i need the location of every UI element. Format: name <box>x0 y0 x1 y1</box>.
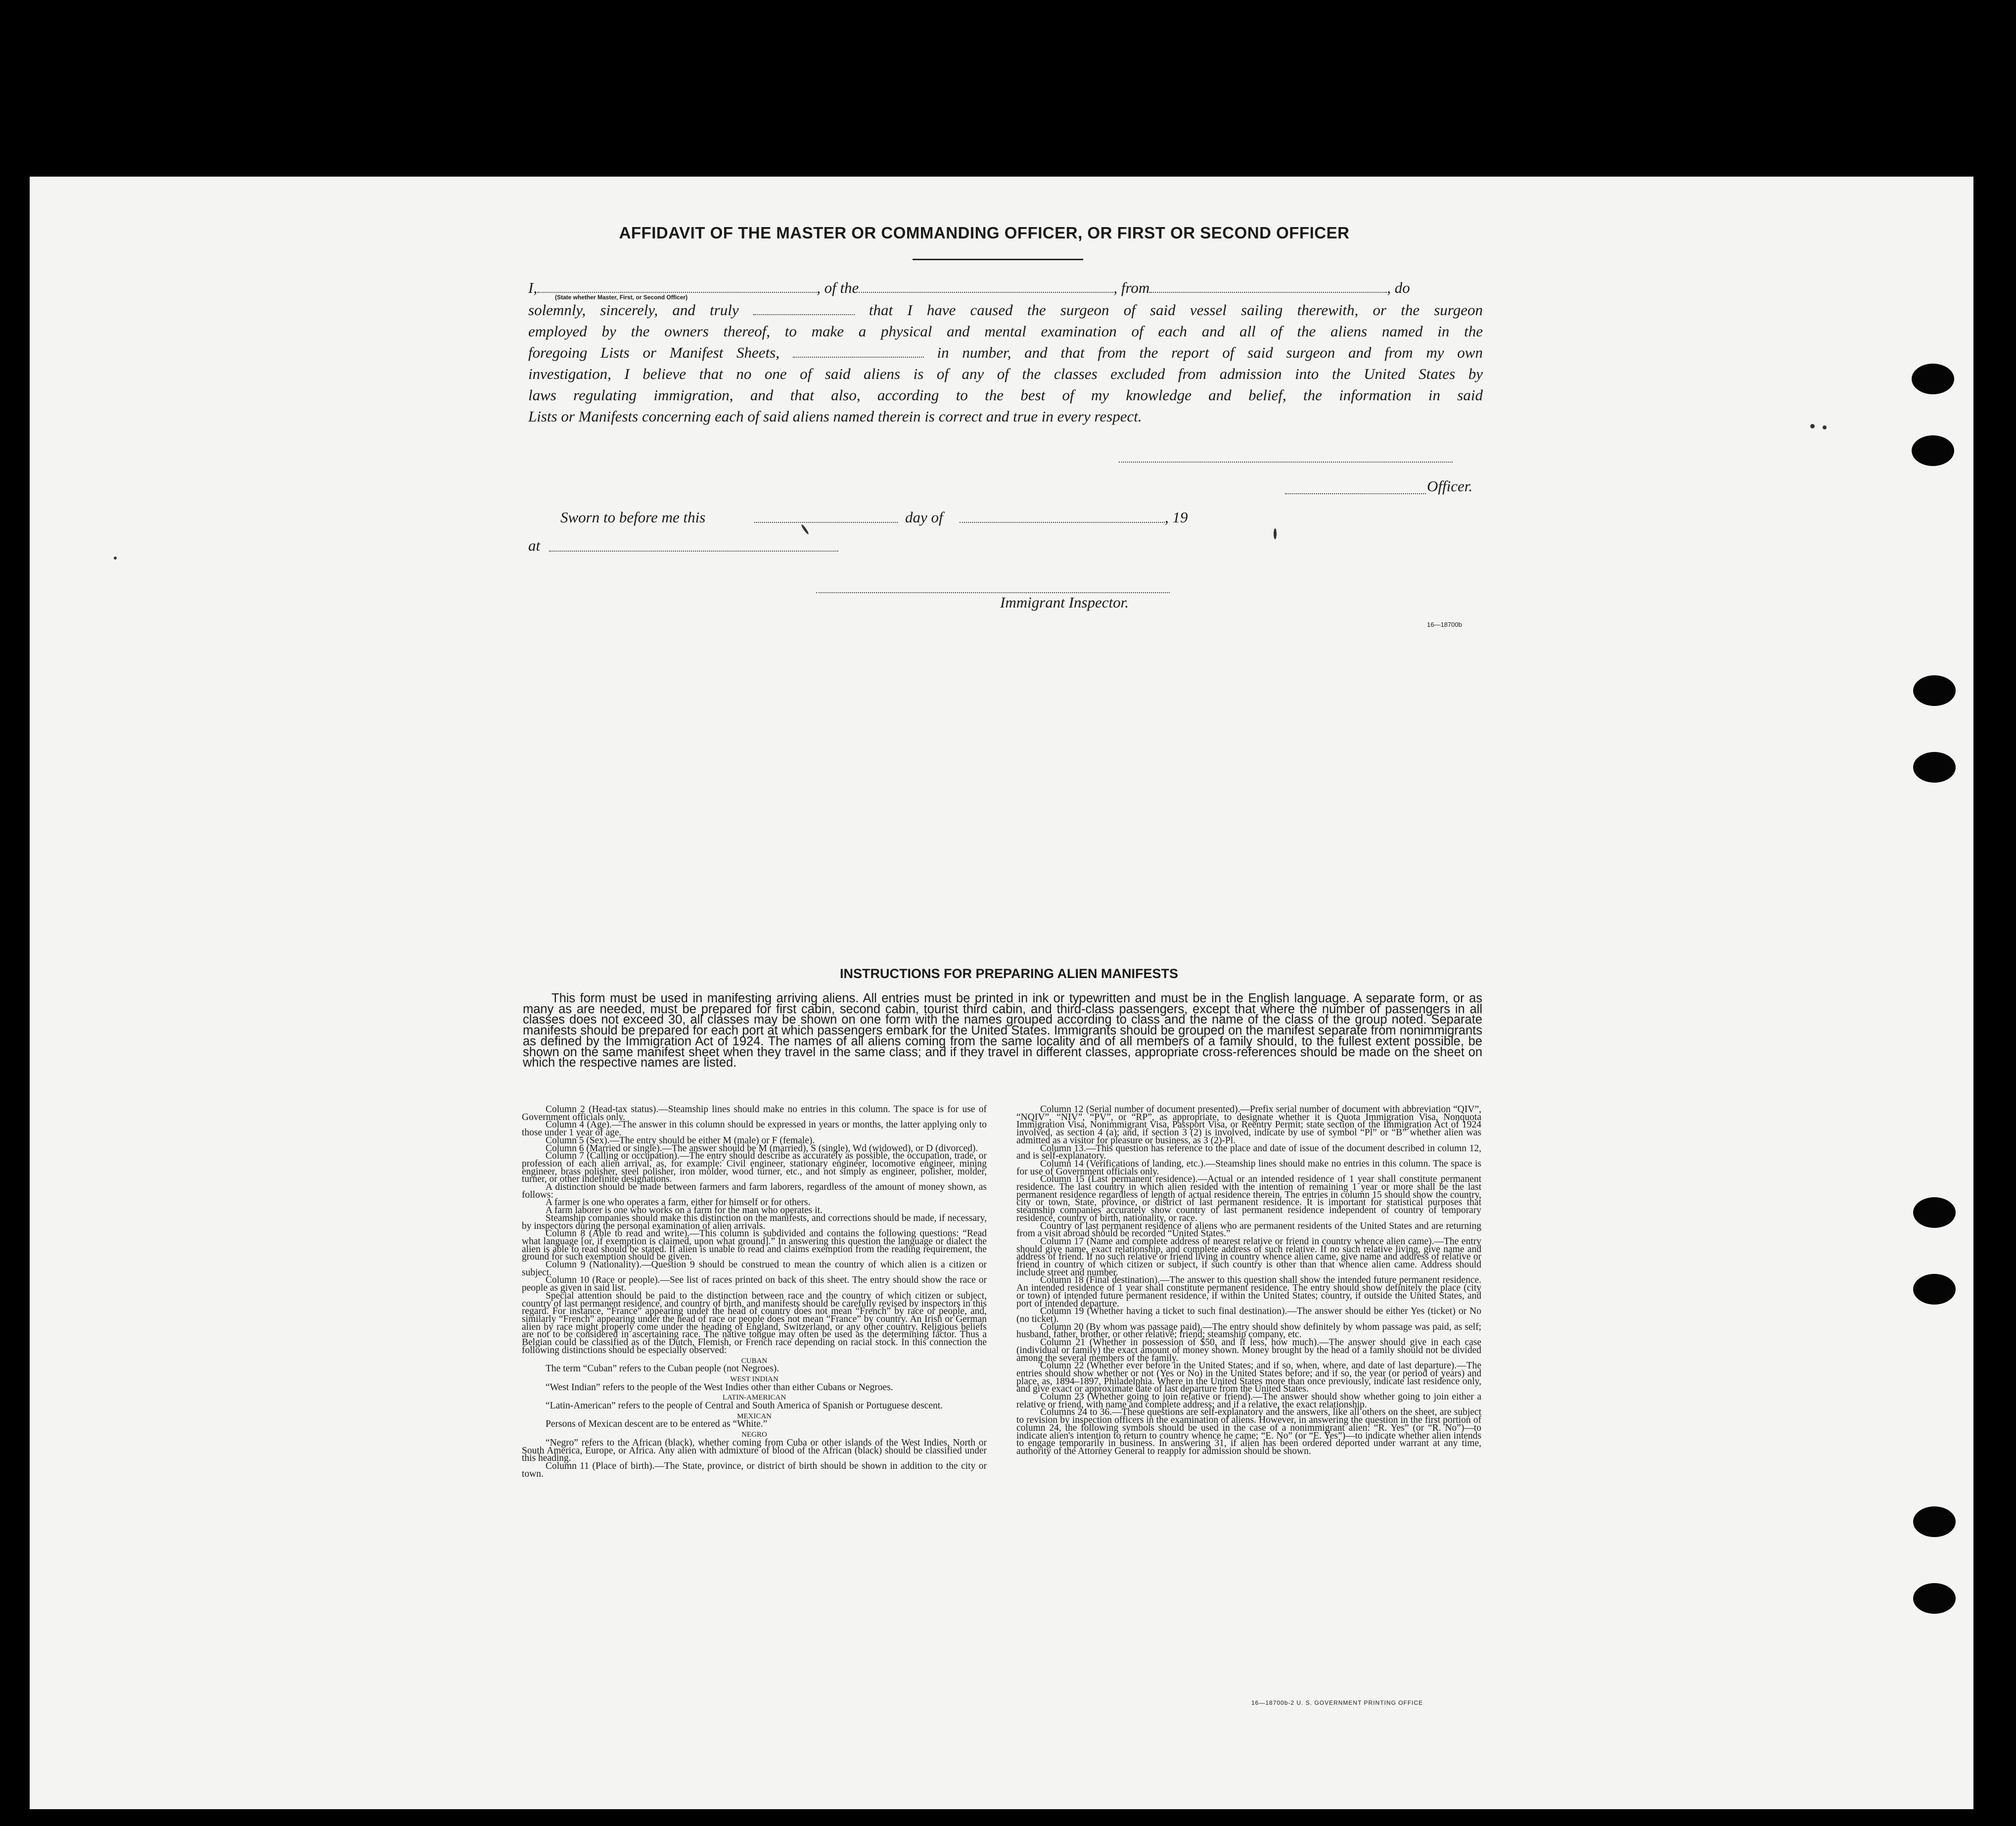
instruction-paragraph: The term “Cuban” refers to the Cuban people (not Negroes). <box>546 1363 779 1374</box>
instruction-paragraph: A distinction should be made between farmers and farm laborers, regardless of the amount of money shown, as follows: <box>522 1182 987 1200</box>
instruction-paragraph: Column 6 (Married or single).—The answer should be M (married), S (single), Wd (widowed), or D (divorced). <box>546 1143 978 1154</box>
instruction-paragraph: Column 8 (Able to read and write).—This column is subdivided and contains the following questions: “Read what language [or, if exemption is claimed, upon what ground].” In answering this question the language or dialect the alien is able to read should be stated. If alien is unable to read and claims exemption from the reading requirement, the ground for such exemption should be given. <box>522 1228 987 1263</box>
instruction-paragraph: A farmer is one who operates a farm, either for himself or for others. <box>546 1197 811 1208</box>
race-heading: CUBAN <box>741 1357 768 1365</box>
day-of-label: day of <box>905 509 943 526</box>
punch-hole <box>1913 1506 1956 1537</box>
instruction-paragraph: A farm laborer is one who works on a farm for the man who operates it. <box>546 1205 823 1216</box>
instruction-paragraph: Column 7 (Calling or occupation).—The entry should describe as accurately as possible, the occupation, trade, or profession of each alien arrival, as, for example: Civil engineer, stationary engineer, locomotive engineer, mining engineer, brass polisher, steel polisher, iron molder, wood turner, etc., and not simply as engineer, polisher, molder, turner, or other indefinite designations. <box>522 1151 987 1185</box>
affidavit-title: AFFIDAVIT OF THE MASTER OR COMMANDING OFFICER, OR FIRST OR SECOND OFFICER <box>619 224 1350 242</box>
instruction-paragraph: Column 18 (Final destination).—The answer to this question shall show the intended future permanent residence. An intended residence of 1 year shall constitute permanent residence. The entry should show definitely the place (city or town) of intended future permanent residence, if within the United States; country, if outside the United States, and port of intended departure. <box>1016 1275 1481 1309</box>
port-from-blank[interactable] <box>1149 279 1387 293</box>
punch-hole <box>1913 1274 1956 1305</box>
at-label: at <box>528 537 541 554</box>
speck <box>114 557 117 560</box>
year-label: , 19 <box>1165 509 1188 526</box>
instruction-paragraph: Special attention should be paid to the distinction between race and the country of which citizen or subject, country of last permanent residence, and country of birth, and manifests should be carefully revised by inspectors in this regard. For instance, “France” appearing under the head of country does not mean “French” by race or people, and, similarly “French” appearing under the head of race or people does not mean “France” by country. An Irish or German alien by race might properly come under the heading of England, Switzerland, or any other country. Religious beliefs are not to be considered in ascertaining race. The native tongue may often be used as the determining factor. Thus a Belgian could be classified as of the Dutch, Flemish, or French race depending on racial stock. In this connection the following distinctions should be especially observed: <box>522 1290 987 1356</box>
affidavit-text: solemnly, sincerely, and truly <box>528 301 739 319</box>
affidavit-text: in number, and that from the report of said surgeon and from my own <box>937 344 1483 361</box>
sworn-month-blank[interactable] <box>960 522 1165 523</box>
affidavit-line-4 <box>528 343 1483 363</box>
instructions-intro: This form must be used in manifesting arriving aliens. All entries must be printed in ink or typewritten and must be in the English language. A separate form, or as many as are needed, must be prepared for first cabin, second cabin, tourist third cabin, and third-class passengers, except that where the number of passengers in all classes does not exceed 30, all classes may be shown on one form with the names grouped according to class and the name of the class of the group noted. Separate manifests should be prepared for each port at which passengers embark for the United States. Immigrants should be grouped on the manifest separate from nonimmigrants as defined by the Immigration Act of 1924. The names of all aliens coming from the same locality and of all members of a family should, to the fullest extent possible, be shown on the same manifest sheet when they travel in the same class; and if they travel in different classes, appropriate cross-references should be made on the sheet on which the respective names are listed. <box>523 991 1482 1070</box>
instruction-paragraph: Column 9 (Nationality).—Question 9 should be construed to mean the country of which alien is a citizen or subject. <box>522 1260 987 1278</box>
sheet-count-blank[interactable] <box>793 344 924 358</box>
footer-imprint: 16—18700b-2 U. S. GOVERNMENT PRINTING OFFICE <box>1251 1699 1423 1706</box>
instruction-paragraph: Column 5 (Sex).—The entry should be either M (male) or F (female). <box>546 1135 815 1146</box>
punch-hole <box>1913 752 1956 783</box>
instruction-paragraph: Column 4 (Age).—The answer in this column should be expressed in years or months, the latter applying only to those under 1 year of age. <box>522 1120 987 1138</box>
instruction-paragraph: Persons of Mexican descent are to be entered as “White.” <box>546 1419 768 1430</box>
instruction-paragraph: Column 15 (Last permanent residence).—Actual or an intended residence of 1 year shall constitute permanent residence. The last country in which alien resided with the intention of remaining 1 year or more shall be the last permanent residence regardless of length of actual residence therein. The entries in column 15 should show the country, city or town, State, province, or district of last permanent residence. It is important for statistical purposes that steamship companies accurately show country of last permanent residence independent of country of temporary residence, country of birth, nationality, or race. <box>1016 1174 1481 1223</box>
affidavit-line-7: Lists or Manifests concerning each of said aliens named therein is correct and true in every respect. <box>528 408 1142 425</box>
instruction-paragraph: “Negro” refers to the African (black), whether coming from Cuba or other islands of the West Indies, North or South America, Europe, or Africa. Any alien with admixture of blood of the African (black) should be classified under this heading. <box>522 1437 987 1464</box>
instruction-paragraph: “Latin-American” refers to the people of Central and South America of Spanish or Portuguese descent. <box>546 1401 943 1411</box>
instruction-paragraph: Column 19 (Whether having a ticket to such final destination).—The answer should be either Yes (ticket) or No (no ticket). <box>1016 1306 1481 1324</box>
instruction-paragraph: Column 20 (By whom was passage paid).—The entry should show definitely by whom passage was paid, as self; husband, father, brother, or other relative; friend; steamship company, etc. <box>1016 1321 1481 1340</box>
speck <box>1810 424 1815 428</box>
place-blank[interactable] <box>549 551 838 552</box>
punch-hole <box>1912 435 1954 466</box>
officer-signature-line-2[interactable] <box>1285 493 1426 494</box>
punch-hole <box>1913 675 1956 706</box>
affidavit-line-3: employed by the owners thereof, to make a physical and mental examination of each and all of the aliens named in the <box>528 323 1483 340</box>
affidavit-text: that I have caused the surgeon of said vessel sailing therewith, or the surgeon <box>869 301 1483 319</box>
oath-blank[interactable] <box>753 301 855 315</box>
instruction-paragraph: Column 17 (Name and complete address of nearest relative or friend in country whence alien came).—The entry should give name, exact relationship, and complete address of such relative. If no such relative living, give name and address of friend. If no such relative or friend living in country whence alien came, give name and address of relative or friend in country of which citizen or subject, if such country is other than that whence alien came. Address should include street and number. <box>1016 1236 1481 1278</box>
state-note: (State whether Master, First, or Second Officer) <box>555 294 688 301</box>
speck <box>1823 425 1827 429</box>
affidavit-text: , of the <box>817 279 859 296</box>
inspector-label: Immigrant Inspector. <box>1000 594 1129 611</box>
speck <box>1274 528 1277 539</box>
affidavit-line-5: investigation, I believe that no one of said aliens is of any of the classes excluded from admission into the United States by <box>528 365 1483 382</box>
instruction-paragraph: Column 13.—This question has reference to the place and date of issue of the document described in column 12, and is self-explanatory. <box>1016 1143 1481 1162</box>
punch-hole <box>1913 1583 1956 1614</box>
affidavit-line-6: laws regulating immigration, and that also, according to the best of my knowledge and belief, the information in said <box>528 386 1483 404</box>
instruction-paragraph: “West Indian” refers to the people of the West Indies other than either Cubans or Negroes. <box>546 1382 893 1393</box>
instruction-paragraph: Column 12 (Serial number of document presented).—Prefix serial number of document with abbreviation “QIV”, “NQIV”, “NIV”, “PV”, or “RP”, as appropriate, to designate whether it is Quota Immigration Visa, Nonquota Immigration Visa, Nonimmigrant Visa, Passport Visa, or Reentry Permit; state section of the Immigration Act of 1924 involved, as section 4 (a); and, if section 3 (2) is involved, indicate by use of symbol “Pl” or “B” whether alien was admitted as a visitor for pleasure or business, as 3 (2)-Pl. <box>1016 1104 1481 1146</box>
instruction-paragraph: Columns 24 to 36.—These questions are self-explanatory and the answers, like all others on the sheet, are subject to revision by inspection officers in the examination of aliens. However, in answering the question in the first portion of column 24, the following symbols should be used in the case of a nonimmigrant alien: “R. Yes” (or “R. No”)—to indicate alien's intention to return to country whence he came; “E. No” (or “E. Yes”)—to indicate whether alien intends to engage temporarily in business. In answering 31, if alien has been ordered deported under warrant at any time, authority of the Attorney General to reapply for admission should be shown. <box>1016 1407 1481 1456</box>
instruction-paragraph: Column 2 (Head-tax status).—Steamship lines should make no entries in this column. The space is for use of Government officials only. <box>522 1104 987 1123</box>
race-heading: LATIN-AMERICAN <box>722 1394 786 1402</box>
instruction-paragraph: Country of last permanent residence of aliens who are permanent residents of the United States and are returning from a visit abroad should be recorded “United States.” <box>1016 1220 1481 1239</box>
punch-hole <box>1913 1197 1956 1228</box>
affidavit-text: I, <box>528 279 538 296</box>
instructions-right-column <box>1016 1106 1481 1455</box>
affidavit-text: , from <box>1113 279 1150 296</box>
inspector-signature-line[interactable] <box>816 592 1170 593</box>
instruction-paragraph: Column 11 (Place of birth).—The State, province, or district of birth should be shown in addition to the city or town. <box>522 1460 987 1479</box>
instruction-paragraph: Steamship companies should make this distinction on the manifests, and corrections should be made, if necessary, by inspectors during the personal examination of alien arrivals. <box>522 1213 987 1231</box>
instructions-left-column <box>522 1106 987 1478</box>
affidavit-line-2 <box>528 300 1483 320</box>
instruction-paragraph: Column 10 (Race or people).—See list of races printed on back of this sheet. The entry should show the race or people as given in said list. <box>522 1275 987 1294</box>
vessel-name-blank[interactable] <box>859 279 1113 293</box>
sworn-day-blank[interactable] <box>754 522 898 523</box>
affidavit-text: , do <box>1387 279 1410 296</box>
officer-signature-line-1[interactable] <box>1119 462 1453 463</box>
officer-rank-blank[interactable] <box>537 279 817 293</box>
instruction-paragraph: Column 23 (Whether going to join relative or friend).—The answer should show whether going to join either a relative or friend, with name and complete address; and if a relative, the exact relationship. <box>1016 1392 1481 1410</box>
sworn-label: Sworn to before me this <box>560 509 706 526</box>
race-heading: WEST INDIAN <box>730 1375 779 1383</box>
race-heading: MEXICAN <box>737 1412 772 1420</box>
instruction-paragraph: Column 14 (Verifications of landing, etc.).—Steamship lines should make no entries in this column. The space is for use of Government officials only. <box>1016 1158 1481 1177</box>
instruction-paragraph: Column 21 (Whether in possession of $50, and if less, how much).—The answer should give in each case (individual or family) the exact amount of money shown. Money brought by the head of a family should not be divided among the several members of the family. <box>1016 1337 1481 1363</box>
form-number: 16—18700b <box>1427 621 1462 628</box>
instruction-paragraph: Column 22 (Whether ever before in the United States; and if so, when, where, and date of last departure).—The entries should show whether or not (Yes or No) in the United States before; and if so, the year (or period of years) and place, as, 1894–1897, Philadelphia. Where in the United States more than once previously, indicate last residence only, and give exact or approximate date of last departure from the United States. <box>1016 1360 1481 1395</box>
punch-hole <box>1912 364 1954 394</box>
race-heading: NEGRO <box>741 1431 767 1439</box>
affidavit-text: foregoing Lists or Manifest Sheets, <box>528 344 779 361</box>
instructions-title: INSTRUCTIONS FOR PREPARING ALIEN MANIFESTS <box>839 966 1179 981</box>
officer-label: Officer. <box>1427 477 1473 495</box>
title-rule <box>913 259 1083 260</box>
